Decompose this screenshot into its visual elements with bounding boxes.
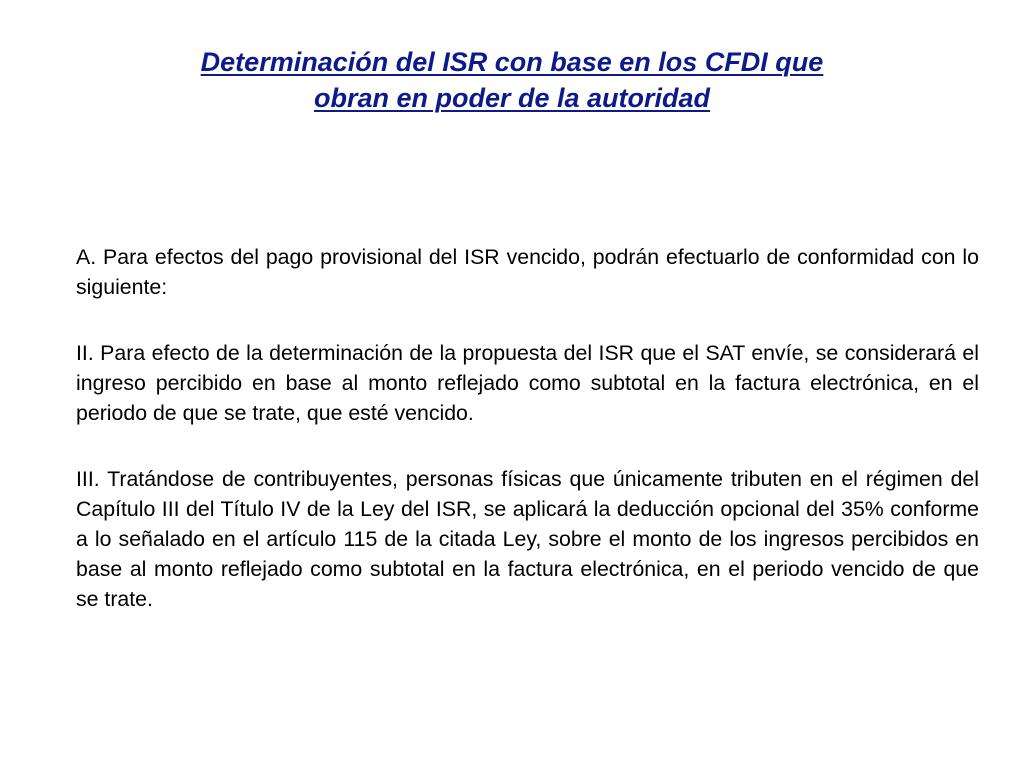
paragraph-ii: II. Para efecto de la determinación de la propuesta del ISR que el SAT envíe, se considerará el ingreso percibido en base al monto reflejado como subtotal en la factura electrónica, en el periodo de que se trate, que esté vencido. <box>76 341 979 425</box>
slide-title-line-1: Determinación del ISR con base en los CFDI que <box>200 47 824 77</box>
paragraph-a: A. Para efectos del pago provisional del ISR vencido, podrán efectuarlo de conformidad con lo siguiente: <box>76 245 979 299</box>
paragraph-iii: III. Tratándose de contribuyentes, personas físicas que únicamente tributen en el régimen del Capítulo III del Título IV de la Ley del ISR, se aplicará la deducción opcional del 35% conforme a lo señalado en el artículo 115 de la citada Ley, sobre el monto de los ingresos percibidos en base al monto reflejado como subtotal en la factura electrónica, en el periodo vencido de que se trate. <box>76 467 979 611</box>
slide-body <box>76 242 979 650</box>
slide-title-line-2: obran en poder de la autoridad <box>313 83 711 113</box>
slide-title <box>60 44 964 116</box>
